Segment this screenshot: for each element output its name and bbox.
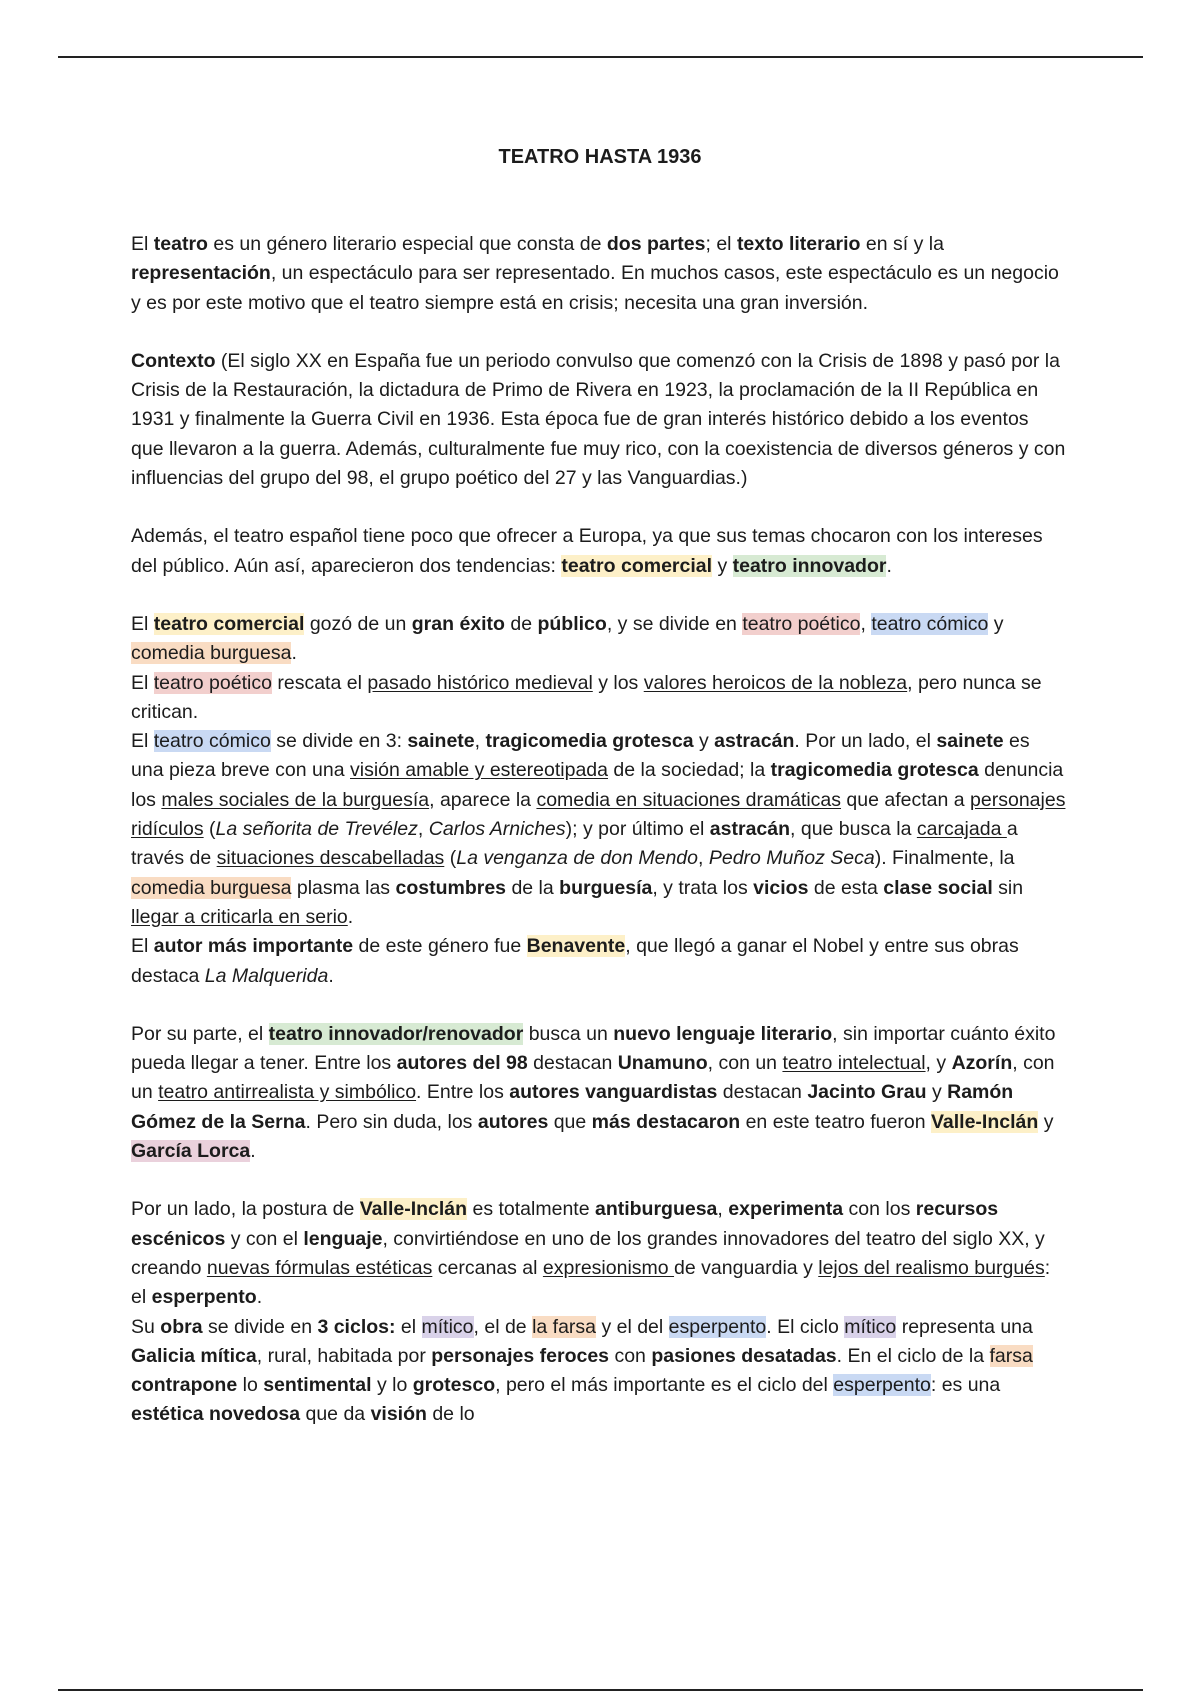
- bold-text: obra: [160, 1315, 203, 1338]
- bold-text: estética novedosa: [131, 1403, 301, 1426]
- text-run: de este género fue: [353, 935, 527, 958]
- text-run: rescata el: [271, 671, 368, 694]
- bold-text: tragicomedia grotesca: [485, 730, 694, 753]
- page-title: TEATRO HASTA 1936: [498, 146, 702, 168]
- text-run: destacan: [717, 1081, 808, 1104]
- highlighted-text: teatro comercial: [153, 612, 305, 635]
- highlighted-text: Valle-Inclán: [930, 1110, 1039, 1133]
- text-run: ); y por último el: [565, 818, 710, 841]
- text-run: denuncia los: [131, 759, 1064, 811]
- bold-text: Jacinto Grau: [807, 1081, 927, 1104]
- text-run: (El siglo XX en España fue un periodo convulso que comenzó con la Crisis de 1898 y pasó por la Crisis de la Restauración, la dictadura de Primo de Rivera en 1923, la proclamación de la II República en 1931 y finalmente la Guerra Civil en 1936. Esta época fue de gran interés histórico debido a los eventos que llevaron a la guerra. Además, culturalmente fue muy rico, con la coexistencia de diversos géneros y con influencias del grupo del 98, el grupo poético del 27 y las Vanguardias.): [131, 349, 1066, 490]
- text-run: es un género literario especial que consta de: [207, 233, 607, 255]
- text-run: que: [548, 1110, 592, 1133]
- bold-text: astracán: [714, 730, 795, 753]
- paragraph: [131, 347, 1066, 493]
- text-run: gozó de un: [304, 612, 412, 635]
- text-run: .: [291, 642, 297, 665]
- highlighted-text: teatro innovador: [732, 554, 887, 577]
- text-run: sin: [992, 876, 1024, 899]
- text-run: , con un: [707, 1052, 783, 1075]
- text-run: Por su parte, el: [131, 1022, 269, 1045]
- text-run: , con un: [131, 1052, 1055, 1104]
- text-run: de esta: [808, 876, 884, 899]
- underlined-text: visión amable y estereotipada: [350, 759, 608, 782]
- text-run: representa una: [896, 1315, 1033, 1338]
- text-run: de: [504, 612, 538, 635]
- paragraph-gap: [131, 1166, 1066, 1195]
- highlighted-text: mítico: [844, 1315, 897, 1338]
- bold-text: autores vanguardistas: [509, 1081, 718, 1104]
- text-run: , sin importar cuánto éxito pueda llegar a tener. Entre los: [131, 1022, 1056, 1075]
- text-run: , y se divide en: [606, 612, 743, 635]
- text-run: ,: [417, 818, 429, 841]
- text-run: el: [395, 1315, 422, 1338]
- text-run: se divide en 3:: [270, 730, 408, 753]
- underlined-text: situaciones descabelladas: [216, 847, 445, 870]
- text-run: a través de: [131, 818, 1018, 870]
- text-run: , que busca la: [790, 818, 917, 841]
- italic-text: Carlos Arniches: [428, 818, 566, 841]
- bold-text: Unamuno: [617, 1052, 708, 1075]
- bold-text: teatro: [153, 233, 208, 255]
- text-run: destacan: [527, 1052, 618, 1075]
- bold-text: dos partes: [606, 233, 706, 255]
- text-run: . En el ciclo de la: [836, 1344, 990, 1367]
- highlighted-text: Benavente: [526, 935, 626, 958]
- bold-text: Azorín: [951, 1052, 1013, 1075]
- highlighted-text: teatro poético: [153, 671, 272, 694]
- underlined-text: teatro intelectual: [782, 1052, 926, 1075]
- text-run: . Entre los: [416, 1081, 510, 1104]
- text-run: . Pero sin duda, los: [305, 1110, 478, 1133]
- bold-text: grotesco: [412, 1374, 496, 1397]
- text-run: es totalmente: [467, 1198, 595, 1221]
- underlined-text: males sociales de la burguesía: [161, 788, 430, 811]
- text-run: El: [131, 612, 154, 635]
- text-run: y: [712, 554, 733, 577]
- text-run: , aparece la: [429, 788, 537, 811]
- paragraph: [131, 1195, 1066, 1312]
- underlined-text: llegar a criticarla en serio: [131, 905, 348, 928]
- highlighted-text: Valle-Inclán: [359, 1198, 468, 1221]
- text-run: , rural, habitada por: [256, 1344, 432, 1367]
- highlighted-text: farsa: [989, 1344, 1033, 1367]
- paragraph: [131, 727, 1066, 932]
- text-run: y los: [592, 671, 644, 694]
- text-run: : es una: [930, 1374, 1001, 1397]
- text-run: de la sociedad; la: [608, 759, 771, 782]
- highlighted-text: esperpento: [833, 1374, 931, 1397]
- bold-text: costumbres: [395, 876, 507, 899]
- text-run: y con el: [225, 1227, 304, 1250]
- bold-text: vicios: [753, 876, 809, 899]
- bold-text: autor más importante: [153, 935, 354, 958]
- text-run: lo: [237, 1374, 264, 1397]
- text-run: es una pieza breve con una: [131, 730, 1030, 782]
- text-run: , un espectáculo para ser representado. En muchos casos, este espectáculo es un negocio y es por este motivo que el teatro siempre está en crisis; necesita una gran inversión.: [131, 262, 1059, 314]
- underlined-text: teatro antirrealista y simbólico: [158, 1081, 417, 1104]
- text-run: con los: [843, 1198, 916, 1221]
- text-run: que afectan a: [841, 788, 971, 811]
- text-run: busca un: [523, 1022, 614, 1045]
- footer-rule: [58, 1689, 1143, 1691]
- underlined-text: lejos del realismo burgués: [818, 1256, 1045, 1279]
- text-run: , convirtiéndose en uno de los grandes innovadores del teatro del siglo XX, y creando: [131, 1227, 1045, 1279]
- bold-text: astracán: [709, 818, 791, 841]
- paragraph: [131, 1020, 1066, 1166]
- text-run: El: [131, 671, 154, 694]
- bold-text: autores del 98: [396, 1052, 528, 1075]
- bold-text: Contexto: [131, 349, 216, 372]
- bold-text: sainete: [407, 730, 475, 753]
- bold-text: antiburguesa: [594, 1198, 718, 1221]
- bold-text: público: [537, 612, 607, 635]
- text-run: y: [988, 612, 1004, 635]
- underlined-text: comedia en situaciones dramáticas: [536, 788, 842, 811]
- text-run: cercanas al: [432, 1256, 543, 1279]
- text-run: ,: [698, 847, 709, 870]
- text-run: y lo: [371, 1374, 413, 1397]
- paragraph: [131, 1313, 1066, 1430]
- highlighted-text: García Lorca: [131, 1140, 251, 1163]
- text-run: , el de: [473, 1315, 533, 1338]
- bold-text: contrapone: [131, 1374, 238, 1397]
- text-run: que da: [300, 1403, 371, 1426]
- text-run: de lo: [426, 1403, 475, 1426]
- text-run: en sí y la: [860, 233, 944, 255]
- text-run: de la: [506, 876, 560, 899]
- text-run: , y trata los: [652, 876, 754, 899]
- text-run: Por un lado, la postura de: [131, 1198, 360, 1221]
- text-run: ,: [860, 612, 872, 635]
- text-run: ). Finalmente, la: [874, 847, 1015, 870]
- bold-text: pasiones desatadas: [651, 1344, 837, 1367]
- text-run: El: [131, 233, 154, 255]
- text-run: El: [131, 935, 154, 958]
- bold-text: sainete: [936, 730, 1004, 753]
- text-run: Su: [131, 1315, 161, 1338]
- text-run: .: [886, 554, 892, 577]
- bold-text: representación: [131, 262, 271, 285]
- bold-text: lenguaje: [303, 1227, 383, 1250]
- text-run: y: [1038, 1110, 1054, 1133]
- text-run: , pero el más importante es el ciclo del: [495, 1374, 834, 1397]
- text-run: . El ciclo: [766, 1315, 845, 1338]
- bold-text: experimenta: [728, 1198, 844, 1221]
- highlighted-text: la farsa: [532, 1315, 597, 1338]
- bold-text: esperpento: [151, 1286, 257, 1309]
- underlined-text: valores heroicos de la nobleza: [643, 671, 908, 694]
- underlined-text: carcajada: [916, 818, 1007, 841]
- text-run: con: [609, 1344, 652, 1367]
- highlighted-text: esperpento: [668, 1315, 767, 1338]
- bold-text: autores: [477, 1110, 549, 1133]
- paragraph: [131, 522, 1066, 581]
- bold-text: clase social: [883, 876, 993, 899]
- bold-text: burguesía: [559, 876, 653, 899]
- paragraph: [131, 932, 1066, 991]
- text-run: .: [328, 964, 334, 987]
- text-run: .: [347, 905, 354, 928]
- italic-text: Pedro Muñoz Seca: [708, 847, 875, 870]
- highlighted-text: teatro comercial: [561, 554, 713, 577]
- highlighted-text: teatro innovador/renovador: [268, 1022, 524, 1045]
- bold-text: personajes feroces: [431, 1344, 610, 1367]
- header-rule: [58, 56, 1143, 58]
- highlighted-text: teatro cómico: [153, 730, 271, 753]
- highlighted-text: comedia burguesa: [131, 642, 292, 665]
- text-run: (: [444, 847, 457, 870]
- paragraph: [131, 230, 1066, 318]
- text-run: , y: [925, 1052, 952, 1075]
- bold-text: más destacaron: [591, 1110, 741, 1133]
- text-run: ,: [474, 730, 486, 753]
- highlighted-text: mítico: [421, 1315, 474, 1338]
- document-body: [131, 230, 1066, 1430]
- text-run: ,: [717, 1198, 729, 1221]
- paragraph: [131, 669, 1066, 728]
- italic-text: La señorita de Trevélez: [215, 818, 418, 841]
- text-run: El: [131, 730, 154, 753]
- text-run: (: [203, 818, 216, 841]
- text-run: y: [926, 1081, 948, 1104]
- text-run: se divide en: [202, 1315, 318, 1338]
- text-run: ; el: [705, 233, 737, 255]
- bold-text: Ramón Gómez de la Serna: [131, 1081, 1014, 1133]
- bold-text: sentimental: [263, 1374, 372, 1397]
- text-run: . Por un lado, el: [794, 730, 937, 753]
- bold-text: recursos escénicos: [131, 1198, 999, 1250]
- text-run: , pero nunca se critican.: [131, 671, 1042, 723]
- text-run: , que llegó a ganar el Nobel y entre sus obras destaca: [131, 935, 1019, 987]
- underlined-text: expresionismo: [542, 1256, 675, 1279]
- bold-text: gran éxito: [411, 612, 505, 635]
- text-run: y: [693, 730, 715, 753]
- bold-text: 3 ciclos:: [317, 1315, 396, 1338]
- bold-text: visión: [370, 1403, 427, 1426]
- bold-text: texto literario: [736, 233, 861, 255]
- paragraph: [131, 610, 1066, 669]
- bold-text: nuevo lenguaje literario: [613, 1022, 833, 1045]
- text-run: .: [256, 1286, 263, 1309]
- highlighted-text: teatro cómico: [871, 612, 989, 635]
- bold-text: tragicomedia grotesca: [770, 759, 979, 782]
- paragraph-gap: [131, 991, 1066, 1020]
- underlined-text: pasado histórico medieval: [367, 671, 593, 694]
- bold-text: Galicia mítica: [131, 1344, 257, 1367]
- text-run: plasma las: [291, 876, 396, 899]
- paragraph-gap: [131, 493, 1066, 522]
- italic-text: La Malquerida: [204, 964, 329, 987]
- text-run: en este teatro fueron: [740, 1110, 931, 1133]
- text-run: .: [250, 1140, 256, 1163]
- underlined-text: nuevas fórmulas estéticas: [206, 1256, 433, 1279]
- text-run: de vanguardia y: [674, 1256, 819, 1279]
- underlined-text: personajes ridículos: [131, 788, 1066, 841]
- text-run: : el: [131, 1256, 1051, 1309]
- paragraph-gap: [131, 318, 1066, 347]
- highlighted-text: comedia burguesa: [131, 876, 292, 899]
- highlighted-text: teatro poético: [742, 612, 861, 635]
- paragraph-gap: [131, 581, 1066, 610]
- text-run: y el del: [596, 1315, 669, 1338]
- text-run: Además, el teatro español tiene poco que ofrecer a Europa, ya que sus temas chocaron con los intereses del público. Aún así, aparecieron dos tendencias:: [131, 525, 1043, 577]
- italic-text: La venganza de don Mendo: [456, 847, 698, 870]
